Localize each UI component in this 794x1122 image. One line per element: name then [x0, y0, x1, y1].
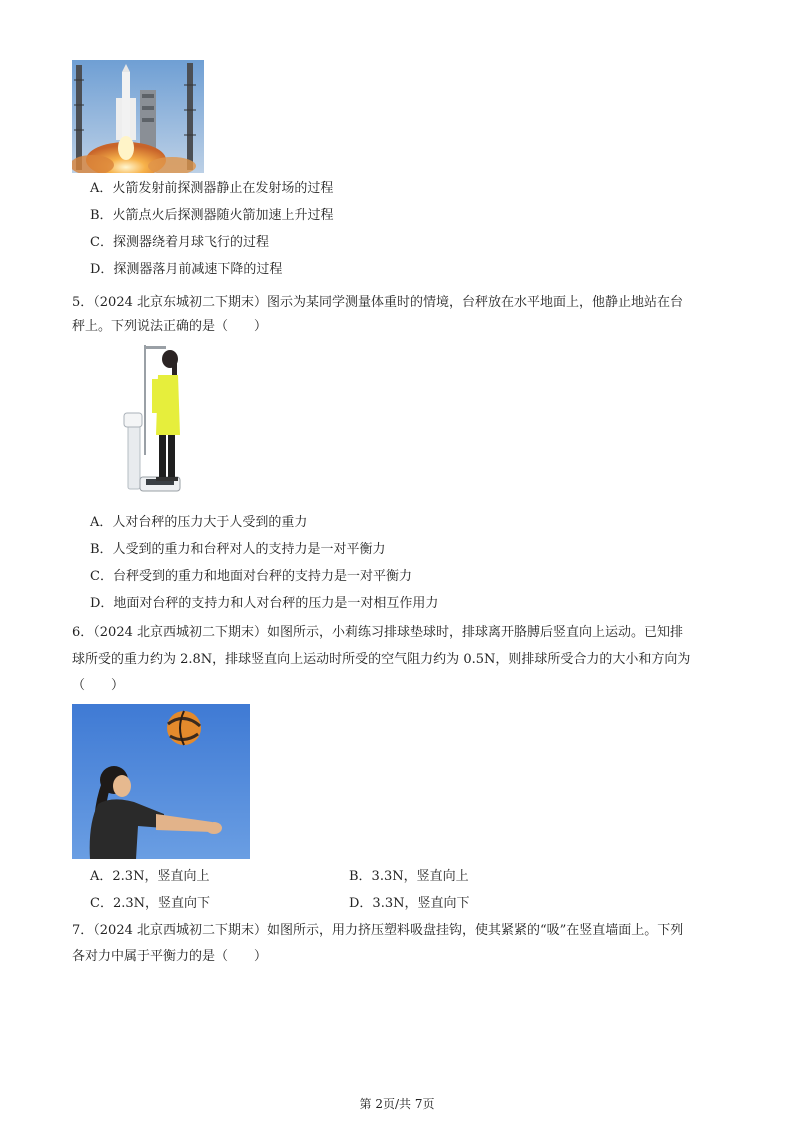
q7-stem-line1: 7．（2024 北京西城初二下期末）如图所示，用力挤压塑料吸盘挂钩，使其紧紧的“吸”在竖直墙面上。下列: [72, 923, 684, 938]
q4-option-b: B．火箭点火后探测器随火箭加速上升过程: [90, 208, 334, 223]
q5-stem-line1: 5．（2024 北京东城初二下期末）图示为某同学测量体重时的情境，台秤放在水平地面上，他静止地站在台: [72, 295, 683, 310]
q6-option-d: D．3.3N，竖直向下: [349, 896, 470, 911]
q6-option-a: A．2.3N，竖直向上: [90, 869, 210, 884]
volleyball-player-image: [72, 704, 250, 859]
q4-option-d: D．探测器落月前减速下降的过程: [90, 262, 283, 277]
person-on-scale-image: [118, 343, 188, 500]
q5-stem-line2: 秤上。下列说法正确的是（ ）: [72, 319, 268, 334]
q5-option-b: B．人受到的重力和台秤对人的支持力是一对平衡力: [90, 542, 386, 557]
q6-stem-line3: （ ）: [72, 678, 125, 693]
q4-option-a: A．火箭发射前探测器静止在发射场的过程: [90, 181, 334, 196]
q6-stem-line1: 6．（2024 北京西城初二下期末）如图所示，小莉练习排球垫球时，排球离开胳膊后竖直向上运动。已知排: [72, 625, 683, 640]
q5-option-d: D．地面对台秤的支持力和人对台秤的压力是一对相互作用力: [90, 596, 439, 611]
q7-stem-line2: 各对力中属于平衡力的是（ ）: [72, 949, 268, 964]
q4-option-c: C．探测器绕着月球飞行的过程: [90, 235, 269, 250]
q6-option-b: B．3.3N，竖直向上: [349, 869, 469, 884]
q5-option-a: A．人对台秤的压力大于人受到的重力: [90, 515, 308, 530]
q6-stem-line2: 球所受的重力约为 2.8N，排球竖直向上运动时所受的空气阻力约为 0.5N，则排球所受合力的大小和方向为: [72, 652, 691, 667]
page-footer: 第 2页/共 7页: [359, 1097, 435, 1111]
q5-option-c: C．台秤受到的重力和地面对台秤的支持力是一对平衡力: [90, 569, 412, 584]
rocket-launch-image: [72, 60, 204, 173]
q6-option-c: C．2.3N，竖直向下: [90, 896, 210, 911]
